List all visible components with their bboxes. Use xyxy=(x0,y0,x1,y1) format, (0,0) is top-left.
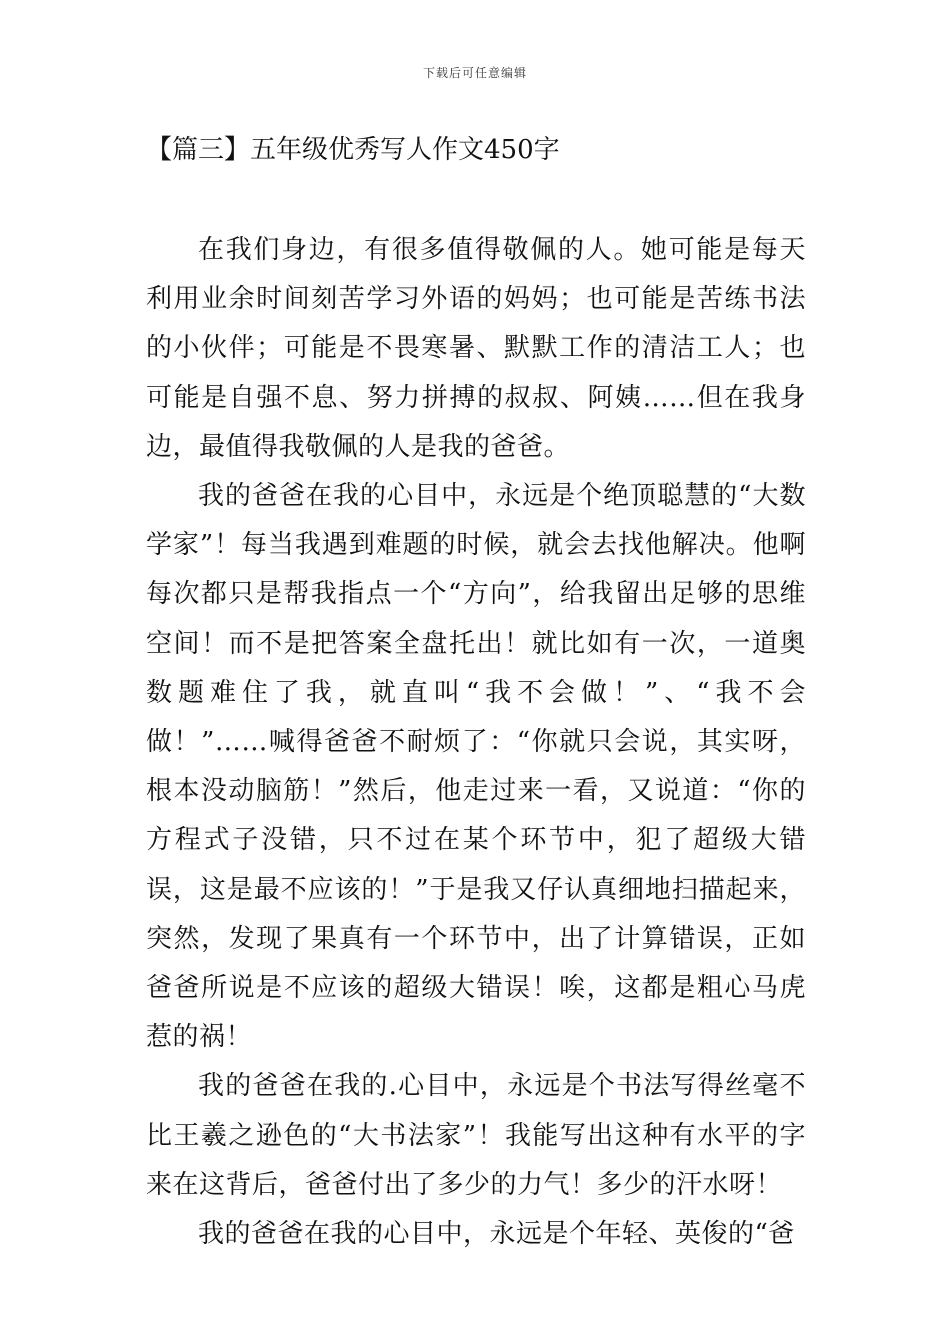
paragraph: 我的爸爸在我的心目中，永远是个年轻、英俊的“爸 xyxy=(198,1219,795,1250)
page-header: 下载后可任意编辑 xyxy=(422,66,527,80)
document-body xyxy=(146,226,806,1259)
paragraph: 我的爸爸在我的.心目中，永远是个书法写得丝毫不比王羲之逊色的“大书法家”！我能写出这种有水平的字来在这背后，爸爸付出了多少的力气！多少的汗水呀！ xyxy=(146,1071,806,1200)
document-title: 【篇三】五年级优秀写人作文450字 xyxy=(146,135,560,165)
paragraph: 我的爸爸在我的心目中，永远是个绝顶聪慧的“大数学家”！每当我遇到难题的时候，就会去找他解决。他啊每次都只是帮我指点一个“方向”，给我留出足够的思维空间！而不是把答案全盘托出！就比如有一次，一道奥数题难住了我，就直叫“我不会做！”、“我不会做！”……喊得爸爸不耐烦了：“你就只会说，其实呀，根本没动脑筋！”然后，他走过来一看，又说道：“你的方程式子没错，只不过在某个环节中，犯了超级大错误，这是最不应该的！”于是我又仔认真细地扫描起来，突然，发现了果真有一个环节中，出了计算错误，正如爸爸所说是不应该的超级大错误！唉，这都是粗心马虎惹的祸！ xyxy=(146,481,806,1053)
paragraph: 在我们身边，有很多值得敬佩的人。她可能是每天利用业余时间刻苦学习外语的妈妈；也可能是苦练书法的小伙伴；可能是不畏寒暑、默默工作的清洁工人；也可能是自强不息、努力拼搏的叔叔、阿姨……但在我身边，最值得我敬佩的人是我的爸爸。 xyxy=(146,235,806,462)
